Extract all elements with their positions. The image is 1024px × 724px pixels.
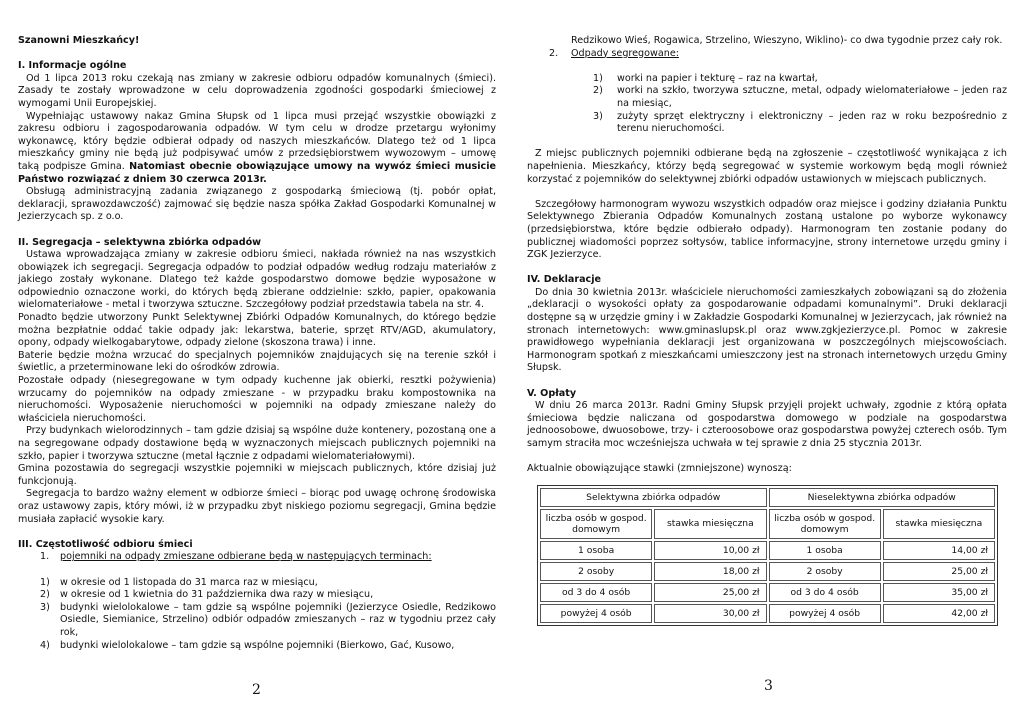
paragraph: Z miejsc publicznych pojemniki odbierane będą na zgłoszenie – częstotliwość wynikająca z ich napełnienia. Mieszkańcy, którzy będą segregować w systemie workowym będą mogli również korzystać z pojemników do selektywnej zbiórki odpadów ustawionych w miejscach publicznych. (527, 148, 1007, 185)
table-cell: 1 osoba (769, 541, 881, 560)
table-row (540, 583, 995, 602)
paragraph: Baterie będzie można wrzucać do specjalnych pojemników znajdujących się na terenie szkół i świetlic, a przeterminowane leki do ośrodków zdrowia. (18, 349, 496, 374)
table-header-row (540, 488, 995, 507)
list-item: 3) budynki wielolokalowe – tam gdzie są wspólne pojemniki (Jezierzyce Osiedle, Redzikowo Osiedle, Siemianice, Strzelino) odbiór odpadów zmieszanych – raz w tygodniu przez cały rok, (40, 601, 496, 638)
paragraph: Ponadto będzie utworzony Punkt Selektywnej Zbiórki Odpadów Komunalnych, do którego będzie można bezpłatnie oddać takie odpady jak: lekarstwa, baterie, sprzęt RTV/AGD, akumulatory, opony, odpady wielkogabarytowe, odpady zielone (skoszona trawa) i inne. (18, 312, 496, 349)
frequency-list (18, 577, 496, 653)
table-cell: od 3 do 4 osób (769, 583, 881, 602)
page-number: 2 (252, 682, 261, 698)
table-cell: 25,00 zł (883, 562, 995, 581)
list-item: 1) w okresie od 1 listopada do 31 marca raz w miesiącu, (40, 576, 318, 588)
table-subheader: stawka miesięczna (883, 509, 995, 539)
table-row (540, 604, 995, 623)
paragraph: Aktualnie obowiązujące stawki (zmniejszone) wynoszą: (527, 463, 792, 475)
table-cell: 10,00 zł (654, 541, 766, 560)
section-2-title: II. Segregacja – selektywna zbiórka odpadów (18, 236, 262, 248)
table-row (540, 562, 995, 581)
paragraph: Gmina pozostawia do segregacji wszystkie pojemniki w miejscach publicznych, które dzisiaj już funkcjonują. (18, 463, 496, 487)
table-cell: 25,00 zł (654, 583, 766, 602)
list-item: 2. Odpady segregowane: (549, 47, 679, 59)
paragraph: Szczegółowy harmonogram wywozu wszystkich odpadów oraz miejsce i godziny działania Punktu Selektywnego Zbierania Odpadów Komunalnych zostaną ustalone po wyborze wykonawcy (przedsiębiorstwa, które będzie odbierało odpady). Harmonogram ten zostanie podany do publicznej wiadomości poprzez sołtysów, tablice informacyjne, strony internetowe urzędu gminy i ZGK Jezierzyce. (527, 198, 1007, 261)
table-cell: 30,00 zł (654, 604, 766, 623)
list-item: 4) budynki wielolokalowe – tam gdzie są wspólne pojemniki (Bierkowo, Gać, Kusowo, (40, 639, 455, 651)
list-item: 1. pojemniki na odpady zmieszane odbierane będą w następujących terminach: (40, 551, 432, 563)
table-subheader: liczba osób w gospod. domowym (540, 509, 652, 539)
table-row (540, 541, 995, 560)
table-cell: powyżej 4 osób (540, 604, 652, 623)
page-number: 3 (764, 678, 773, 694)
greeting: Szanowni Mieszkańcy! (18, 35, 140, 46)
list-item: 2) w okresie od 1 kwietnia do 31 października dwa razy w miesiącu, (40, 589, 374, 601)
table-cell: 1 osoba (540, 541, 652, 560)
table-subheader: liczba osób w gospod. domowym (769, 509, 881, 539)
bold-notice: Natomiast obecnie obowiązujące umowy na wywóz śmieci musicie Państwo rozwiązać z dniem 30 czerwca 2013r. (18, 160, 496, 185)
table-cell: 18,00 zł (654, 562, 766, 581)
left-page (18, 35, 496, 652)
section-1-title: I. Informacje ogólne (18, 60, 127, 72)
table-cell: od 3 do 4 osób (540, 583, 652, 602)
paragraph: Od 1 lipca 2013 roku czekają nas zmiany w zakresie odbioru odpadów komunalnych (śmieci). Zasady te zostały wprowadzone w celu doprowadzenia zgodności gospodarki śmieciowej z wymogami Unii Europejskiej. (18, 72, 496, 109)
paragraph: Do dnia 30 kwietnia 2013r. właściciele nieruchomości zamieszkałych zobowiązani są do złożenia „deklaracji o wysokości opłaty za gospodarowanie odpadami komunalnymi”. Druki deklaracji dostępne są w urzędzie gminy i w Zakładzie Gospodarki Komunalnej w Jezierzycach, jak również na stronach internetowych: www.gminaslupsk.pl oraz www.zgkjezierzyce.pl. Pomoc w zakresie prawidłowego wypełniania deklaracji jest organizowana w poszczególnych miejscowościach. Harmonogram spotkań z mieszkańcami umieszczony jest na stronach internetowych urzędu Gminy Słupsk. (527, 286, 1007, 374)
segregated-list (527, 73, 1007, 136)
table-header: Nieselektywna zbiórka odpadów (769, 488, 996, 507)
list-item-continued: Redzikowo Wieś, Rogawica, Strzelino, Wieszyno, Wiklino)- co dwa tygodnie przez cały rok. (571, 35, 1003, 46)
list-item: 1) worki na papier i tekturę – raz na kwartał, (593, 72, 818, 84)
table-header: Selektywna zbiórka odpadów (540, 488, 767, 507)
paragraph: Przy budynkach wielorodzinnych – tam gdzie dzisiaj są wspólne duże kontenery, pozostaną one a na segregowane odpady dostawione będą w wyznaczonych miejscach publicznych pojemniki na szkło, papier i tworzywa sztuczne (metal łącznie z odpadami wielomateriałowymi). (18, 425, 496, 462)
table-cell: 42,00 zł (883, 604, 995, 623)
table-cell: powyżej 4 osób (769, 604, 881, 623)
table-cell: 2 osoby (540, 562, 652, 581)
list-item: 3) zużyty sprzęt elektryczny i elektroniczny – jeden raz w roku bezpośrednio z terenu nieruchomości. (593, 110, 1007, 135)
table-cell: 35,00 zł (883, 583, 995, 602)
paragraph: Wypełniając ustawowy nakaz Gmina Słupsk od 1 lipca musi przejąć wszystkie obowiązki z zakresu odbioru i zagospodarowania odpadów. W tym celu w drodze przetargu wyłonimy wykonawcę, który będzie odbierał odpady od naszych mieszkańców. Dlatego też od 1 lipca mieszkańcy gminy nie będą już podpisywać umów z przedsiębiorstwem wywozowym – umowę taką podpisze Gmina. Natomiast obecnie obowiązujące umowy na wywóz śmieci musicie Państwo rozwiązać z dniem 30 czerwca 2013r. (18, 110, 496, 185)
right-page (527, 35, 1007, 626)
paragraph: Ustawa wprowadzająca zmiany w zakresie odbioru śmieci, nakłada również na nas wszystkich obowiązek ich segregacji. Segregacja odpadów to podział odpadów według rodzaju materiałów z jakiego zostały wykonane. Dlatego też każde gospodarstwo domowe będzie wyposażone w odpowiednio oznaczone worki, do których będą zbierane oddzielnie: szkło, papier, opakowania wielomateriałowe - metal i tworzywa sztuczne. Szczegółowy podział przedstawia tabela na str. 4. (18, 249, 496, 311)
paragraph: Segregacja to bardzo ważny element w odbiorze śmieci – biorąc pod uwagę ochronę środowiska oraz ustawowy zapis, który mówi, iż w przypadku zbyt niskiego poziomu segregacji, Gmina będzie musiała zapłacić wysokie kary. (18, 488, 496, 525)
section-4-title: IV. Deklaracje (527, 274, 602, 286)
list-item: 2) worki na szkło, tworzywa sztuczne, metal, odpady wielomateriałowe – jeden raz na miesiąc, (593, 85, 1007, 109)
paragraph: Obsługą administracyjną zadania związanego z gospodarką śmieciową (tj. pobór opłat, deklaracji, sprawozdawczość) zajmować się będzie nasza spółka Zakład Gospodarki Komunalnej w Jezierzycach sp. z o.o. (18, 186, 496, 223)
paragraph: W dniu 26 marca 2013r. Radni Gminy Słupsk przyjęli projekt uchwały, zgodnie z którą opłata śmieciowa będzie naliczana od gospodarstwa domowego w podziale na gospodarstwa jednoosobowe, dwuosobowe, trzy- i czteroosobowe oraz gospodarstwa powyżej czterech osób. Tym samym straciła moc wcześniejsza uchwała w tej sprawie z dnia 25 stycznia 2013r. (527, 400, 1007, 449)
rates-table (537, 485, 998, 626)
section-5-title: V. Opłaty (527, 387, 577, 399)
table-cell: 14,00 zł (883, 541, 995, 560)
paragraph: Pozostałe odpady (niesegregowane w tym odpady kuchenne jak obierki, resztki pożywienia) wrzucamy do pojemników na odpady zmieszane - w przypadku braku kompostownika na nieruchomości. Wyposażenie nieruchomości w pojemniki na odpady zmieszane należy do właściciela nieruchomości. (18, 375, 496, 424)
table-cell: 2 osoby (769, 562, 881, 581)
table-subheader-row (540, 509, 995, 539)
table-subheader: stawka miesięczna (654, 509, 766, 539)
section-3-title: III. Częstotliwość odbioru śmieci (18, 538, 193, 550)
